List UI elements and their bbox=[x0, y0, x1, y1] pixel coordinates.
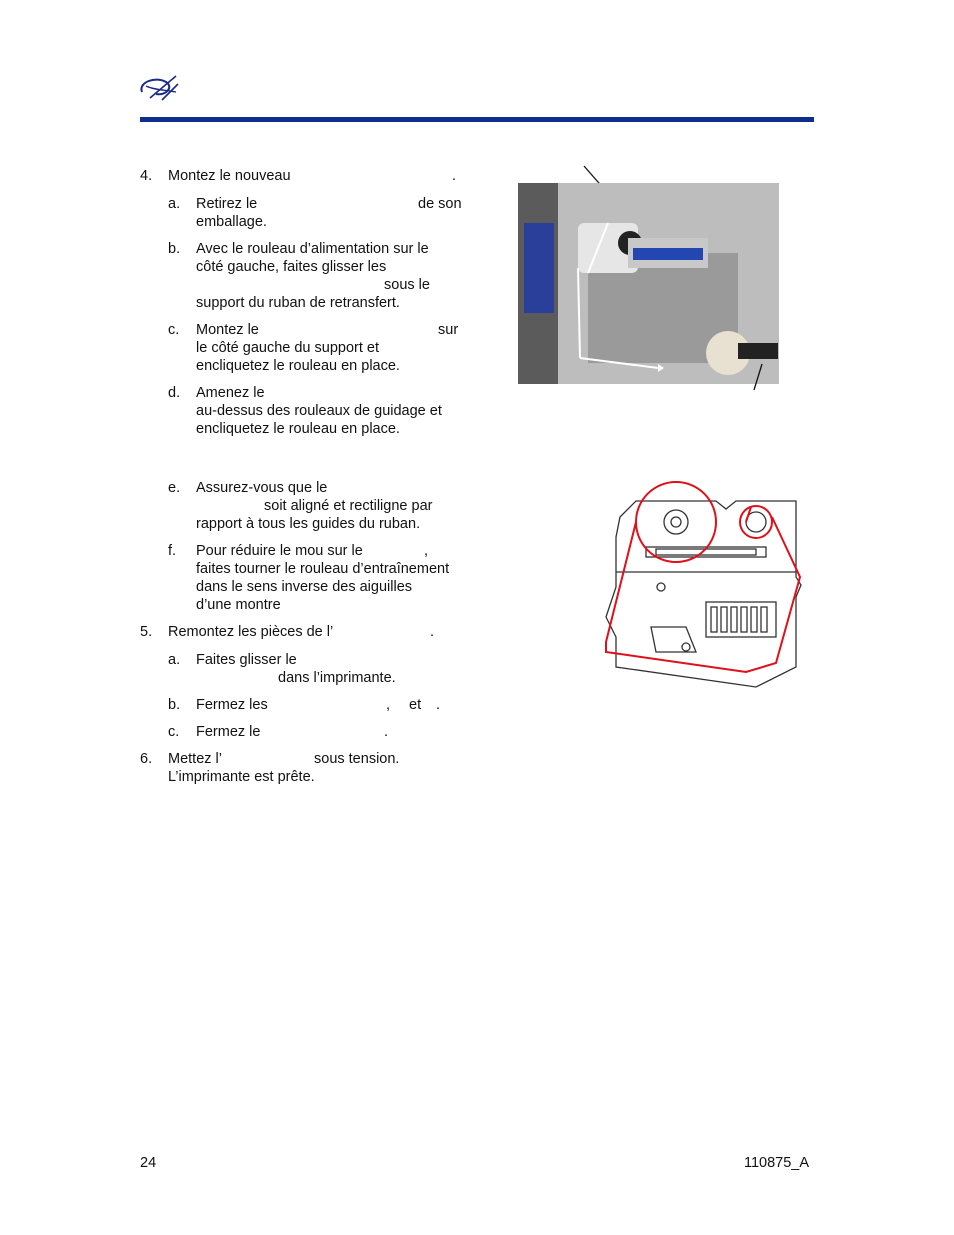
substep-text: de son bbox=[418, 196, 462, 212]
header-rule bbox=[140, 117, 814, 122]
substep-text: côté gauche, faites glisser les bbox=[196, 259, 387, 275]
step-text: Remontez les pièces de l’ bbox=[168, 624, 334, 640]
document-id: 110875_A bbox=[744, 1155, 810, 1171]
substep-text: encliquetez le rouleau en place. bbox=[196, 358, 400, 374]
substep-text: d’une montre bbox=[196, 597, 281, 613]
substep-text: et bbox=[409, 697, 422, 713]
step-text: Montez le nouveau bbox=[168, 168, 291, 184]
substep-text: Montez le bbox=[196, 322, 259, 338]
substep-text: Fermez les bbox=[196, 697, 268, 713]
step-text: L’imprimante est prête. bbox=[168, 769, 315, 785]
step-text-end: . bbox=[430, 624, 435, 640]
substep-text: Fermez le bbox=[196, 724, 261, 740]
brand-logo bbox=[136, 72, 182, 102]
substep-text: sous le bbox=[384, 277, 430, 293]
substep-text: . bbox=[436, 697, 441, 713]
substep-text: , bbox=[424, 543, 429, 559]
step-text: Mettez l’ bbox=[168, 751, 222, 767]
substep-text: Amenez le bbox=[196, 385, 265, 401]
substep-text: dans le sens inverse des aiguilles bbox=[196, 579, 413, 595]
substep-letter: c. bbox=[168, 322, 180, 338]
callout-line bbox=[748, 360, 768, 394]
step-number: 4. bbox=[140, 168, 153, 184]
substep-text: Retirez le bbox=[196, 196, 258, 212]
substep-text: rapport à tous les guides du ruban. bbox=[196, 516, 421, 532]
substep-letter: d. bbox=[168, 385, 181, 401]
substep-letter: a. bbox=[168, 652, 181, 668]
substep-text: Assurez-vous que le bbox=[196, 480, 328, 496]
substep-letter: c. bbox=[168, 724, 180, 740]
substep-text: le côté gauche du support et bbox=[196, 340, 379, 356]
substep-text: support du ruban de retransfert. bbox=[196, 295, 400, 311]
substep-text: Pour réduire le mou sur le bbox=[196, 543, 363, 559]
substep-letter: e. bbox=[168, 480, 181, 496]
substep-letter: b. bbox=[168, 697, 181, 713]
substep-text: Avec le rouleau d’alimentation sur le bbox=[196, 241, 429, 257]
step-number: 6. bbox=[140, 751, 153, 767]
substep-text: encliquetez le rouleau en place. bbox=[196, 421, 400, 437]
substep-text: sur bbox=[438, 322, 459, 338]
substep-letter: b. bbox=[168, 241, 181, 257]
substep-text: faites tourner le rouleau d’entraînement bbox=[196, 561, 450, 577]
step-text-end: . bbox=[452, 168, 457, 184]
substep-letter: f. bbox=[168, 543, 177, 559]
step-number: 5. bbox=[140, 624, 153, 640]
substep-text: Faites glisser le bbox=[196, 652, 297, 668]
substep-text: . bbox=[384, 724, 389, 740]
substep-text: dans l’imprimante. bbox=[278, 670, 396, 686]
page-number: 24 bbox=[140, 1155, 157, 1171]
substep-text: , bbox=[386, 697, 391, 713]
substep-text: au-dessus des rouleaux de guidage et bbox=[196, 403, 442, 419]
substep-text: emballage. bbox=[196, 214, 267, 230]
substep-text: soit aligné et rectiligne par bbox=[264, 498, 433, 514]
ribbon-path-diagram bbox=[596, 477, 804, 693]
step-text: sous tension. bbox=[314, 751, 400, 767]
substep-letter: a. bbox=[168, 196, 181, 212]
printer-ribbon-photo bbox=[518, 183, 779, 384]
